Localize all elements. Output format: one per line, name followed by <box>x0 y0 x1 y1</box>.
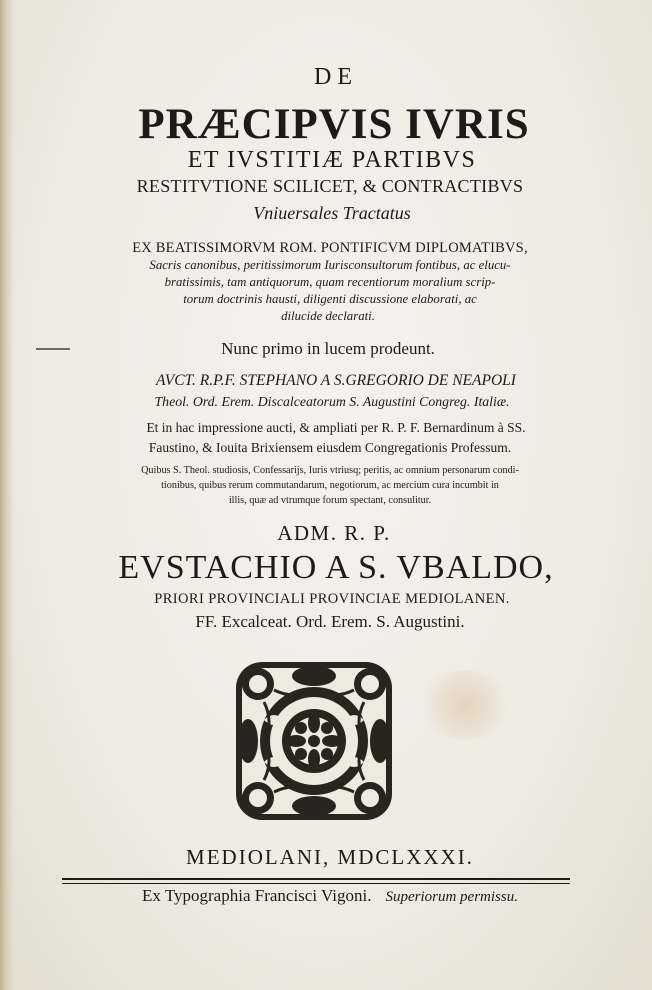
audience-line: tionibus, quibus rerum commutandarum, negotiorum, ac mercium cura incumbit in <box>161 480 499 491</box>
paper-stain <box>420 670 510 740</box>
editor-line: Faustino, & Iouita Brixiensem eiusdem Congregationis Professum. <box>148 440 512 455</box>
author-order: Theol. Ord. Erem. Discalceatorum S. Augustini Congreg. Italiæ. <box>154 394 510 409</box>
audience-line: Quibus S. Theol. studiosis, Confessarijs, Iuris vtriusq; peritis, ac omnium personarum condi- <box>141 465 519 476</box>
body-line: torum doctrinis hausti, diligenti discussione elaborati, ac <box>183 292 477 306</box>
title-main: PRÆCIPVIS IVRIS <box>138 101 530 148</box>
imprint-line <box>4 886 652 906</box>
body-line: bratissimis, tam antiquorum, quam recentiorum moralium scrip- <box>164 275 496 289</box>
body-line: Sacris canonibus, peritissimorum Iurisconsultorum fontibus, ac elucu- <box>149 258 511 272</box>
body-line: dilucide declarati. <box>281 309 375 323</box>
title-tractatus: Vniuersales Tractatus <box>253 203 411 223</box>
imprint-rule <box>62 878 570 884</box>
editor-line: Et in hac impressione aucti, & ampliati per R. P. F. Bernardinum à SS. <box>146 420 526 435</box>
title-de: DE <box>314 64 358 90</box>
nunc-primo: Nunc primo in lucem prodeunt. <box>221 339 435 358</box>
imprint-place: MEDIOLANI, MDCLXXXI. <box>186 845 474 869</box>
title-subtitle: ET IVSTITIÆ PARTIBVS <box>187 147 477 173</box>
dedication-role: PRIORI PROVINCIALI PROVINCIAE MEDIOLANEN. <box>154 591 510 607</box>
floral-woodcut-ornament-icon <box>234 660 394 822</box>
title-restitution: RESTITVTIONE SCILICET, & CONTRACTIBVS <box>136 176 524 196</box>
dedication-name: EVSTACHIO A S. VBALDO, <box>118 549 554 586</box>
audience-line: illis, quæ ad vtrumque forum spectant, consulitur. <box>228 495 432 506</box>
dedication-adm: ADM. R. P. <box>277 521 391 545</box>
author-line: AVCT. R.P.F. STEPHANO A S.GREGORIO DE NEAPOLI <box>156 372 516 389</box>
title-ex-diplomatibus: EX BEATISSIMORVM ROM. PONTIFICVM DIPLOMATIBVS, <box>132 240 528 256</box>
dedication-order: FF. Excalceat. Ord. Erem. S. Augustini. <box>195 612 465 631</box>
imprint-printer: Ex Typographia Francisci Vigoni. <box>142 886 372 905</box>
imprint-permission: Superiorum permissu. <box>385 889 518 905</box>
